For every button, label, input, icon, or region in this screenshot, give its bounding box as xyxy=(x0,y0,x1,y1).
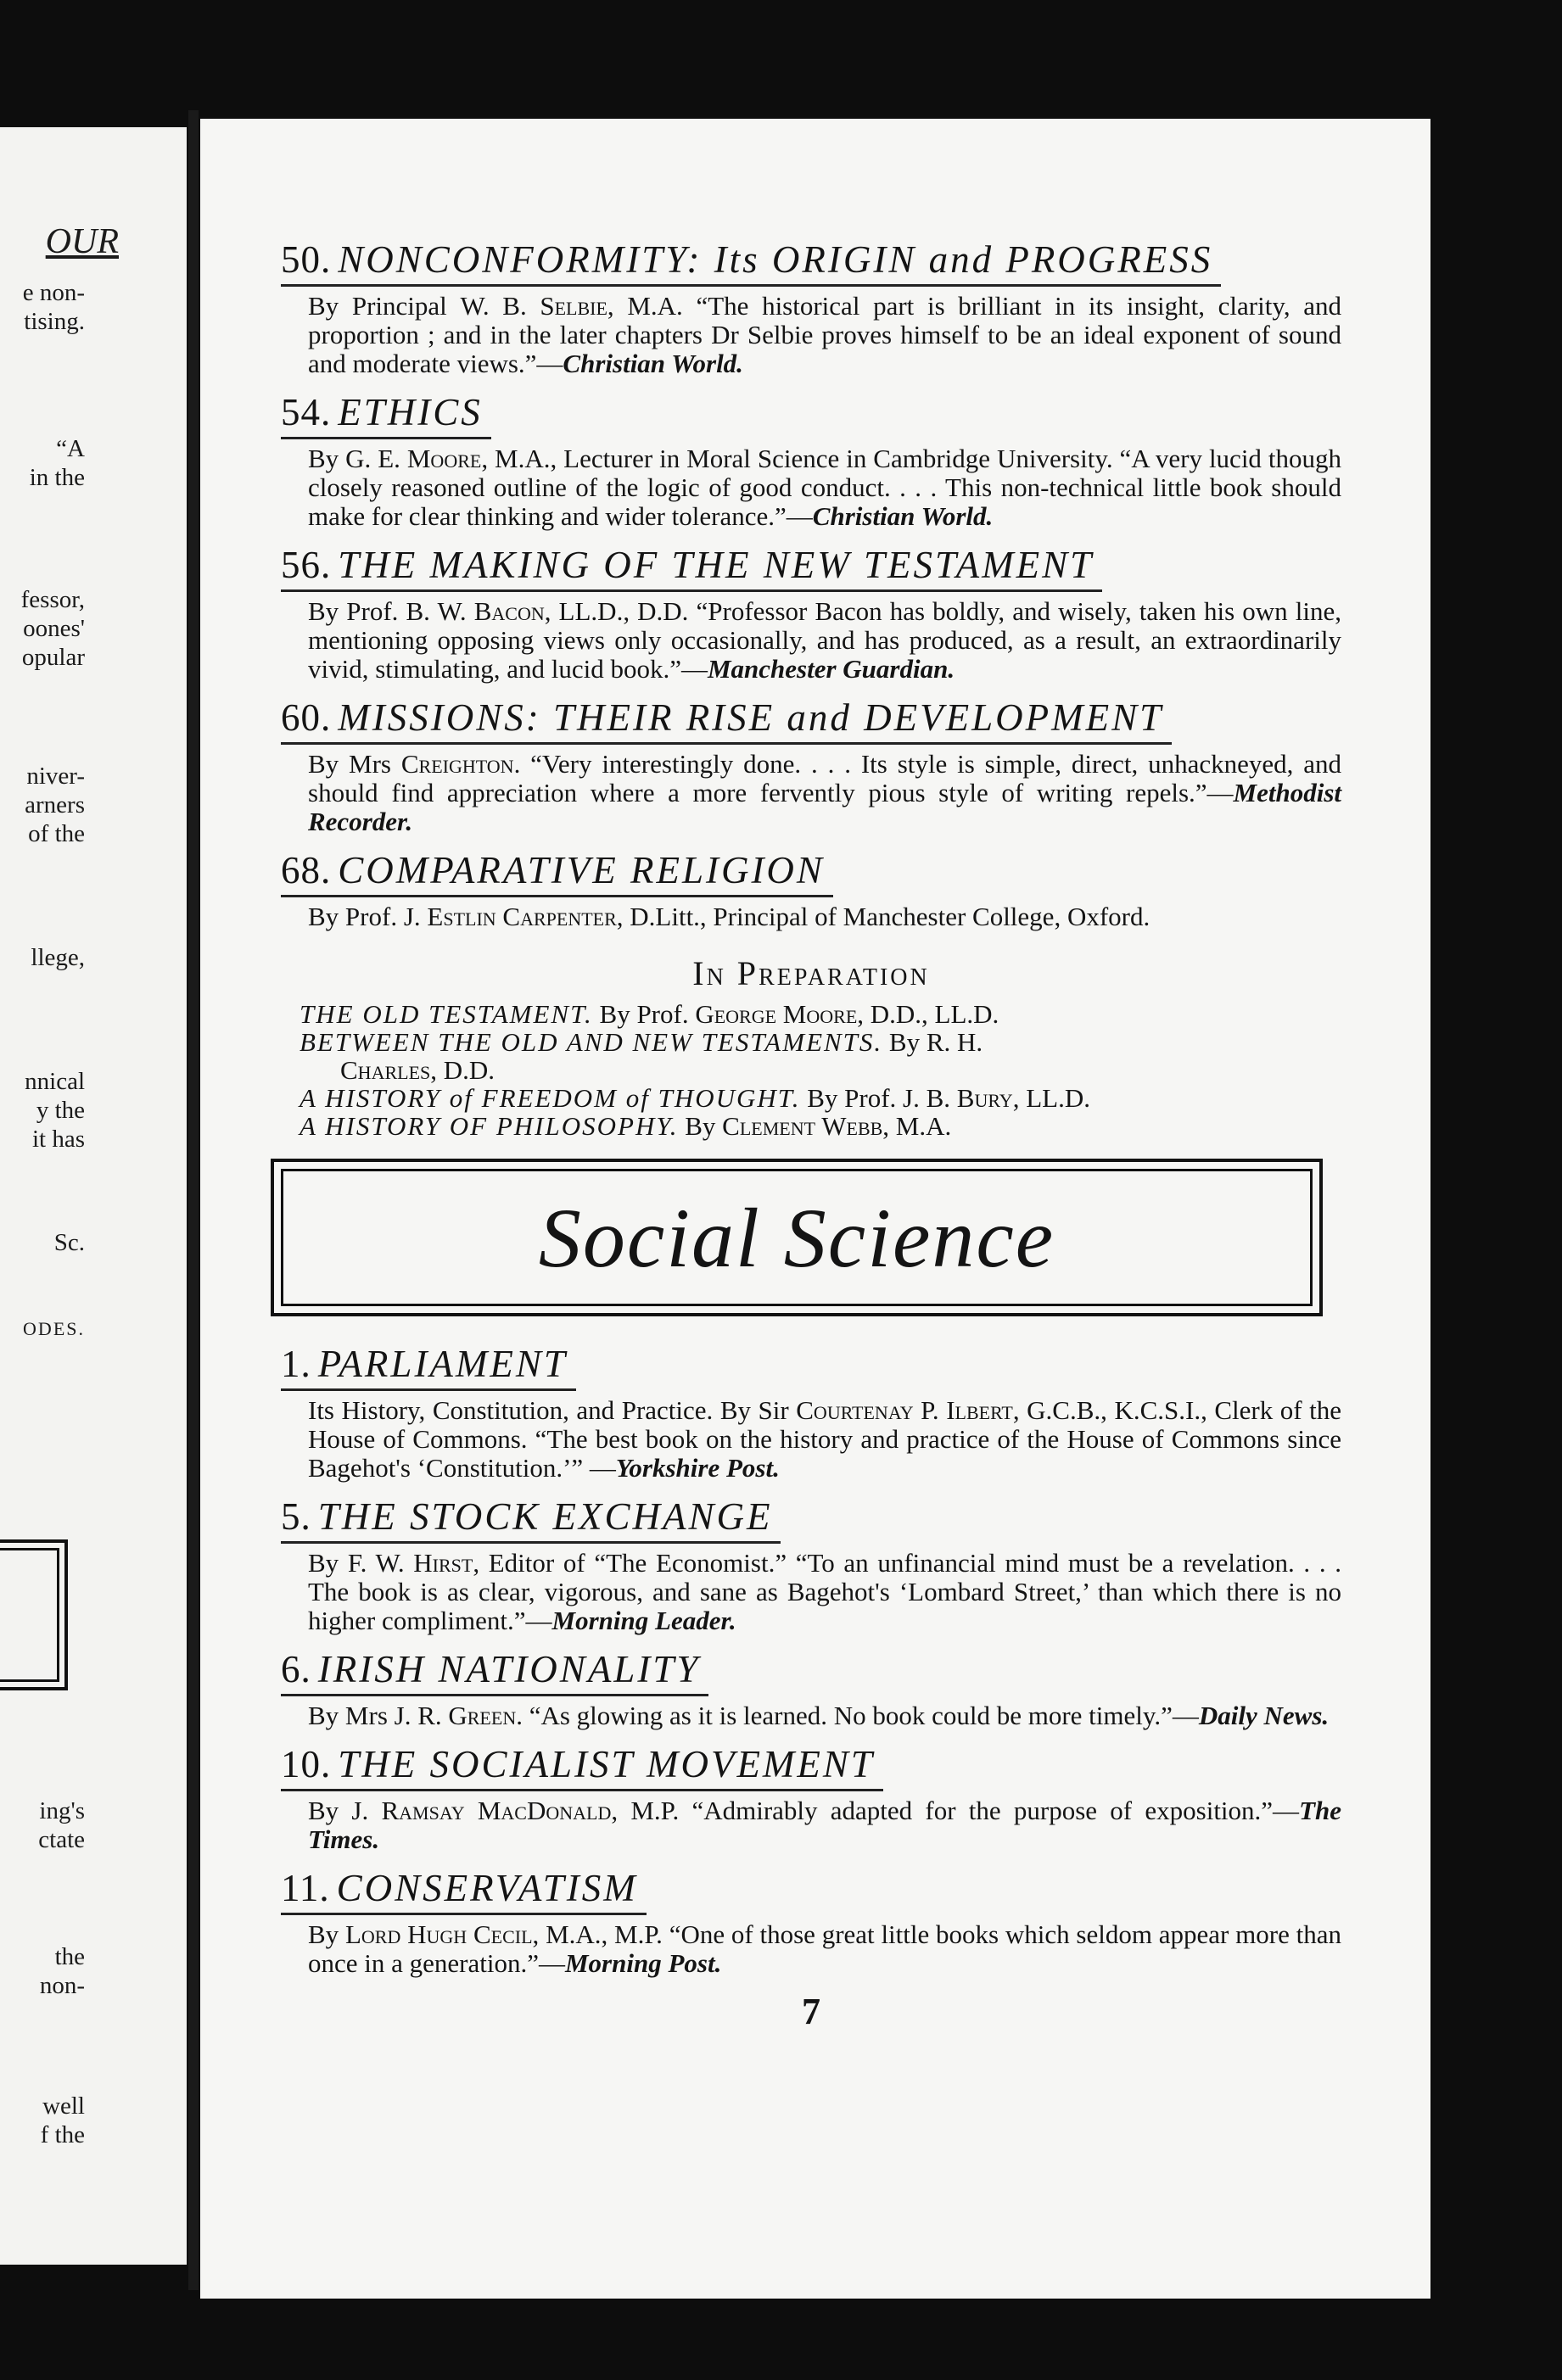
preparation-item-continued xyxy=(300,1056,1341,1084)
entry-review: , M.P. “Admirably adapted for the purpose of exposition.”— xyxy=(611,1796,1300,1825)
entry-description xyxy=(281,1796,1341,1854)
book-spine xyxy=(188,110,199,2290)
left-fragment: opular xyxy=(21,644,85,671)
entry-number: 11. xyxy=(281,1867,330,1909)
book-entry xyxy=(281,1866,1341,1978)
review-source: Morning Post. xyxy=(564,1948,722,1978)
left-fragment: arners xyxy=(25,791,85,818)
prep-by: By Prof. xyxy=(800,1083,904,1113)
left-fragment: Sc. xyxy=(53,1229,85,1256)
in-preparation-heading: In Preparation xyxy=(692,954,930,992)
left-fragment: it has xyxy=(31,1126,85,1153)
preparation-item xyxy=(300,1028,1341,1056)
entry-title: THE STOCK EXCHANGE xyxy=(317,1495,773,1538)
entry-heading xyxy=(281,1342,576,1391)
author-prefix: Its History, Constitution, and Practice. By Sir xyxy=(308,1395,797,1425)
prep-by: By Prof. xyxy=(592,999,696,1029)
entry-review: . “As glowing as it is learned. No book could be more timely.”— xyxy=(516,1701,1199,1730)
book-entry xyxy=(281,1494,1341,1635)
entry-description xyxy=(281,597,1341,684)
author-name: Courtenay P. Ilbert xyxy=(796,1395,1013,1425)
prep-author: R. H. xyxy=(926,1027,983,1057)
entry-title: THE SOCIALIST MOVEMENT xyxy=(338,1743,875,1785)
author-name: Creighton xyxy=(400,749,514,779)
prep-by: By xyxy=(882,1027,927,1057)
left-fragment: f the xyxy=(40,2121,85,2148)
left-fragment: “A xyxy=(56,435,85,462)
left-fragment: e non- xyxy=(22,279,85,306)
review-source: Manchester Guardian. xyxy=(707,654,955,684)
prep-author: Clement Webb xyxy=(722,1111,883,1141)
left-fragment: well xyxy=(42,2092,85,2120)
section-banner xyxy=(271,1159,1323,1316)
page-content xyxy=(281,237,1341,2033)
entry-heading xyxy=(281,1866,647,1915)
entry-title: MISSIONS: THEIR RISE and DEVELOPMENT xyxy=(338,696,1164,739)
entry-review: , Editor of “The Economist.” “To an unfinancial mind must be a revelation. . . . The book is as clear, vigorous, and sane as Bagehot's ‘Lombard Street,’ than which there is no higher compliment.”— xyxy=(308,1548,1341,1635)
entry-review: , M.A. “The historical part is brilliant in its insight, clarity, and proportion ; and in the later chapters Dr Selbie proves himself to be an ideal exponent of sound and moderate views.”— xyxy=(308,291,1341,378)
left-fragment: ODES. xyxy=(23,1318,85,1339)
author-prefix: By Principal xyxy=(308,291,461,321)
catalogue-page xyxy=(200,119,1430,2299)
entry-number: 1. xyxy=(281,1343,311,1385)
prep-degrees: , M.A. xyxy=(882,1111,952,1141)
entry-description xyxy=(281,1549,1341,1635)
prep-author: Charles xyxy=(340,1055,431,1085)
book-entry xyxy=(281,1647,1341,1730)
in-preparation-list xyxy=(281,1000,1341,1140)
left-fragment: y the xyxy=(36,1097,85,1124)
author-prefix: By Mrs J. R. xyxy=(308,1701,449,1730)
entry-number: 50. xyxy=(281,238,332,281)
left-fragment: ctate xyxy=(38,1826,85,1853)
preparation-item xyxy=(300,1112,1341,1140)
entry-number: 56. xyxy=(281,544,332,586)
review-source: The Times. xyxy=(308,1796,1341,1854)
entry-review: , M.A., Lecturer in Moral Science in Cambridge University. “A very lucid though closely reasoned outline of the logic of good conduct. . . . This non-technical little book should make for clear thinking and wider tolerance.”— xyxy=(308,444,1341,531)
prep-title: A HISTORY OF PHILOSOPHY. xyxy=(300,1111,679,1141)
entry-title: THE MAKING OF THE NEW TESTAMENT xyxy=(338,544,1095,586)
entry-heading xyxy=(281,848,833,897)
book-entry xyxy=(281,848,1341,931)
left-fragment: fessor, xyxy=(20,586,85,613)
author-name: Green xyxy=(448,1701,517,1730)
entry-review: , LL.D., D.D. “Professor Bacon has boldly, and wisely, taken his own line, mentioning opposing views only occasionally, and has produced, as a result, an extraordinarily vivid, stimulating, and lucid book.”— xyxy=(308,596,1341,684)
book-entry xyxy=(281,237,1341,378)
left-fragment: the xyxy=(54,1943,85,1970)
page-number: 7 xyxy=(802,1991,820,2032)
left-fragment: niver- xyxy=(26,763,85,790)
author-name: J. Estlin Carpenter xyxy=(403,902,617,931)
entry-number: 10. xyxy=(281,1743,332,1785)
book-entry xyxy=(281,1742,1341,1854)
left-fragment: in the xyxy=(29,464,85,491)
entry-review: , M.A., M.P. “One of those great little books which seldom appear more than once in a generation.”— xyxy=(308,1919,1341,1978)
entry-heading xyxy=(281,543,1102,592)
preparation-item xyxy=(300,1084,1341,1112)
book-entry xyxy=(281,696,1341,836)
entry-number: 54. xyxy=(281,391,332,433)
review-source: Methodist Recorder. xyxy=(308,778,1341,836)
prep-degrees: , D.D., LL.D. xyxy=(857,999,999,1029)
author-prefix: By xyxy=(308,1919,345,1949)
entry-review: , G.C.B., K.C.S.I., Clerk of the House of Commons. “The best book on the history and practice of the House of Commons since Bagehot's ‘Constitution.’” — xyxy=(308,1395,1342,1483)
entry-review: , D.Litt., Principal of Manchester College, Oxford. xyxy=(616,902,1151,931)
prep-by: By xyxy=(678,1111,723,1141)
prep-degrees: , D.D. xyxy=(430,1055,495,1085)
entry-description xyxy=(281,444,1341,531)
left-fragment: tising. xyxy=(24,308,85,335)
entry-description xyxy=(281,292,1341,378)
entry-review: . “Very interestingly done. . . . Its style is simple, direct, unhackneyed, and should find appreciation where a more fervently pious style of writing repels.”— xyxy=(308,749,1341,807)
section-title: Social Science xyxy=(538,1190,1055,1285)
author-prefix: By Mrs xyxy=(308,749,401,779)
entry-title: ETHICS xyxy=(338,391,483,433)
entry-title: CONSERVATISM xyxy=(336,1867,638,1909)
entry-description xyxy=(281,902,1341,931)
book-entry xyxy=(281,1342,1341,1483)
author-name: Hirst xyxy=(413,1548,473,1578)
left-fragment: OUR xyxy=(45,222,119,261)
entry-number: 60. xyxy=(281,696,332,739)
author-name: G. E. Moore xyxy=(345,444,482,473)
entry-title: NONCONFORMITY: Its ORIGIN and PROGRESS xyxy=(338,238,1213,281)
author-name: Lord Hugh Cecil xyxy=(344,1919,533,1949)
entry-description xyxy=(281,1920,1341,1978)
section-banner-inner xyxy=(281,1169,1313,1306)
preparation-item xyxy=(300,1000,1341,1028)
prep-title: BETWEEN THE OLD AND NEW TESTAMENTS. xyxy=(300,1027,883,1057)
left-fragment: nnical xyxy=(25,1068,85,1095)
left-page-fragment xyxy=(0,127,187,2265)
author-prefix: By Prof. xyxy=(308,902,404,931)
book-entry xyxy=(281,543,1341,684)
entry-heading xyxy=(281,390,491,439)
entry-title: PARLIAMENT xyxy=(317,1343,568,1385)
prep-author: J. B. Bury xyxy=(903,1083,1013,1113)
entry-heading xyxy=(281,237,1221,287)
entry-description xyxy=(281,750,1341,836)
left-fragment: non- xyxy=(39,1972,85,1999)
prep-title: THE OLD TESTAMENT. xyxy=(300,999,593,1029)
entry-heading xyxy=(281,1647,708,1696)
review-source: Christian World. xyxy=(563,349,743,378)
left-page-box xyxy=(0,1539,68,1690)
entry-description xyxy=(281,1701,1341,1730)
entry-description xyxy=(281,1396,1341,1483)
author-prefix: By J. xyxy=(308,1796,382,1825)
author-name: W. B. Selbie xyxy=(460,291,607,321)
author-name: B. W. Bacon xyxy=(406,596,545,626)
left-fragment: oones' xyxy=(23,615,85,642)
author-name: Ramsay MacDonald xyxy=(381,1796,612,1825)
prep-degrees: , LL.D. xyxy=(1012,1083,1090,1113)
author-prefix: By xyxy=(308,444,346,473)
entry-title: IRISH NATIONALITY xyxy=(317,1648,701,1690)
entry-heading xyxy=(281,1742,883,1791)
review-source: Morning Leader. xyxy=(551,1606,736,1635)
left-fragment: llege, xyxy=(31,944,85,971)
review-source: Yorkshire Post. xyxy=(615,1453,780,1483)
entry-number: 6. xyxy=(281,1648,311,1690)
author-prefix: By F. W. xyxy=(308,1548,414,1578)
entry-heading xyxy=(281,696,1172,745)
review-source: Daily News. xyxy=(1198,1701,1330,1730)
entry-number: 68. xyxy=(281,849,332,891)
prep-title: A HISTORY of FREEDOM of THOUGHT. xyxy=(300,1083,801,1113)
left-fragment: ing's xyxy=(39,1797,85,1824)
book-entry xyxy=(281,390,1341,531)
entry-title: COMPARATIVE RELIGION xyxy=(338,849,825,891)
left-fragment: of the xyxy=(28,820,85,847)
review-source: Christian World. xyxy=(812,501,994,531)
entry-number: 5. xyxy=(281,1495,311,1538)
prep-author: George Moore xyxy=(695,999,858,1029)
entry-heading xyxy=(281,1494,781,1544)
author-prefix: By Prof. xyxy=(308,596,406,626)
